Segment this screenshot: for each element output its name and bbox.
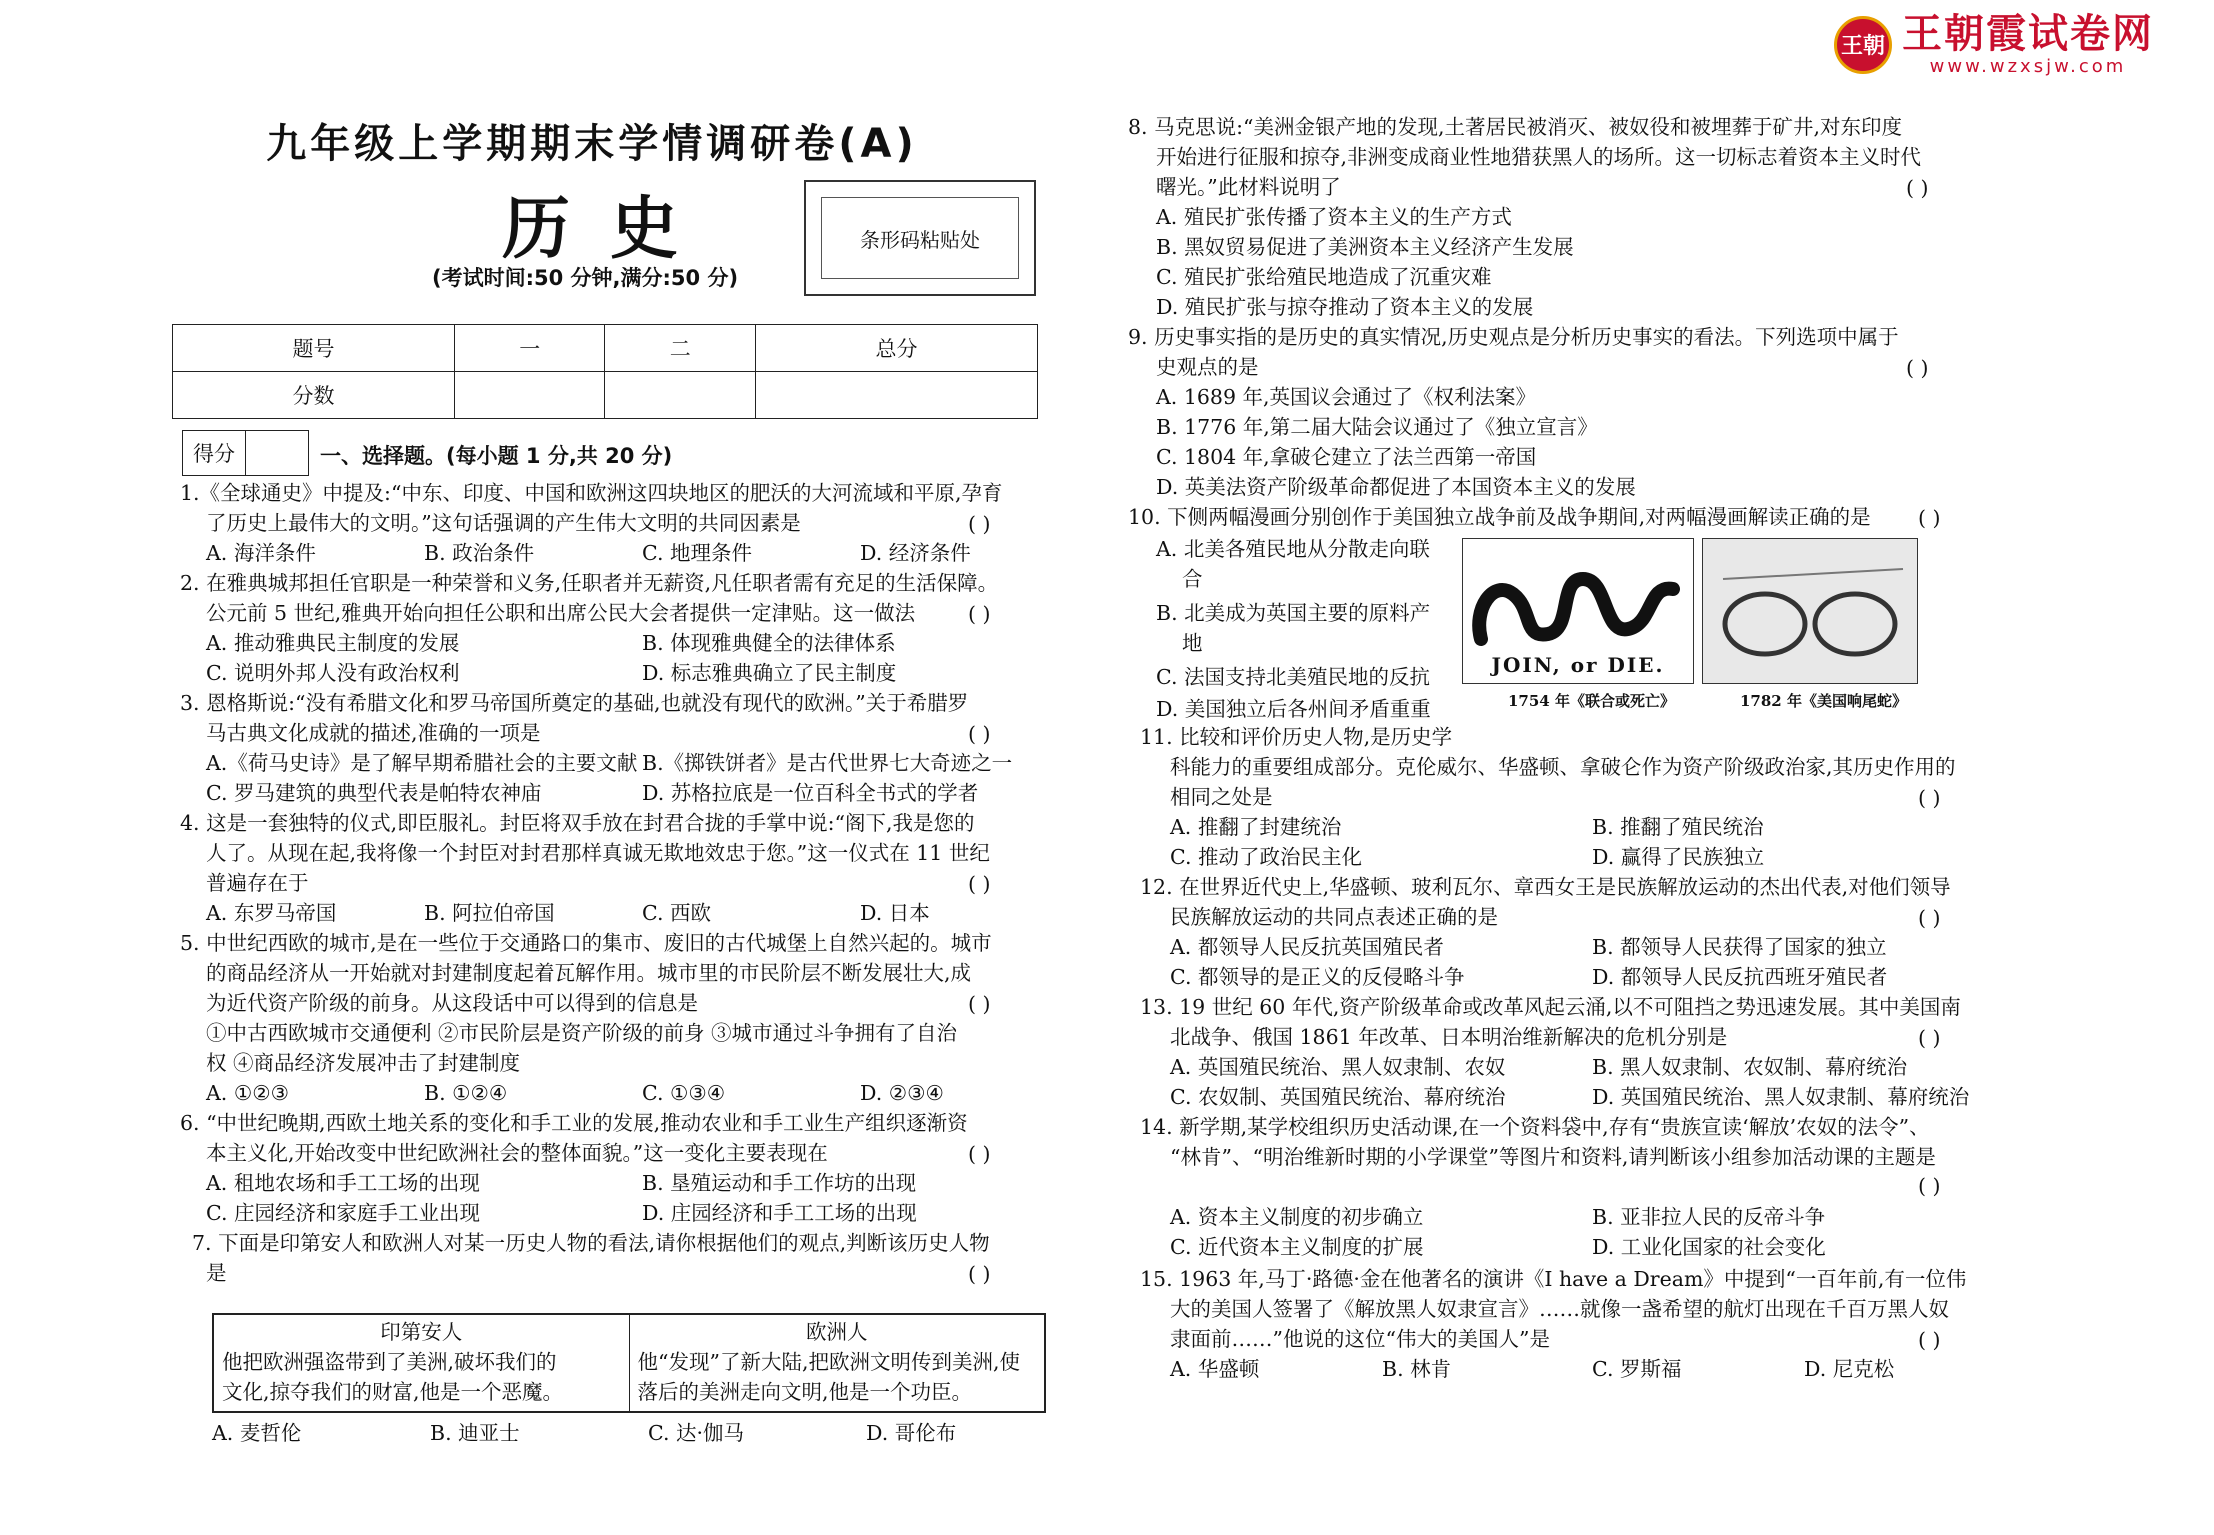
option[interactable]: C. 地理条件 bbox=[642, 541, 752, 565]
section-score-box bbox=[182, 430, 309, 476]
question-text: 公元前 5 世纪,雅典开始向担任公职和出席公民大会者提供一定津贴。这一做法 bbox=[206, 601, 916, 625]
question-text: 2. 在雅典城邦担任官职是一种荣誉和义务,任职者并无薪资,凡任职者需有充足的生活保障。 bbox=[180, 571, 999, 595]
question-text: 为近代资产阶级的前身。从这段话中可以得到的信息是 bbox=[206, 991, 698, 1015]
answer-paren[interactable]: ( ) bbox=[1918, 506, 1941, 530]
cell-header: 欧洲人 bbox=[806, 1320, 868, 1344]
logo-url: www.wzxsjw.com bbox=[1929, 56, 2127, 77]
cell-text: 他“发现”了新大陆,把欧洲文明传到美洲,使 bbox=[637, 1350, 1020, 1374]
option[interactable]: C. 达·伽马 bbox=[648, 1421, 745, 1445]
rattlesnake-icon bbox=[1703, 539, 1917, 683]
question-text: 人了。从现在起,我将像一个封臣对封君那样真诚无欺地效忠于您。”这一仪式在 11 世纪 bbox=[206, 841, 990, 865]
option[interactable]: A. 华盛顿 bbox=[1170, 1357, 1260, 1381]
table-cell: 二 bbox=[605, 325, 755, 372]
answer-paren[interactable]: ( ) bbox=[968, 722, 991, 746]
option[interactable]: C. 农奴制、英国殖民统治、幕府统治 bbox=[1170, 1085, 1506, 1109]
option[interactable]: B. 北美成为英国主要的原料产 bbox=[1156, 601, 1431, 625]
question-text: 3. 恩格斯说:“没有希腊文化和罗马帝国所奠定的基础,也就没有现代的欧洲。”关于希腊罗 bbox=[180, 691, 969, 715]
question-text: 5. 中世纪西欧的城市,是在一些位于交通路口的集市、废旧的古代城堡上自然兴起的。城市 bbox=[180, 931, 992, 955]
question-text: 普遍存在于 bbox=[206, 871, 309, 895]
option[interactable]: A. 麦哲伦 bbox=[212, 1421, 302, 1445]
option[interactable]: C. 推动了政治民主化 bbox=[1170, 845, 1362, 869]
barcode-area bbox=[804, 180, 1036, 296]
option[interactable]: B. 体现雅典健全的法律体系 bbox=[642, 631, 896, 655]
question-text: 史观点的是 bbox=[1156, 355, 1259, 379]
answer-paren[interactable]: ( ) bbox=[1918, 906, 1941, 930]
cell-header: 印第安人 bbox=[380, 1320, 463, 1344]
cartoon-american-rattlesnake bbox=[1702, 538, 1918, 684]
question-text: 15. 1963 年,马丁·路德·金在他著名的演讲《I have a Dream》中提到“一百年前,有一位伟 bbox=[1140, 1267, 1967, 1291]
table-cell[interactable] bbox=[605, 372, 755, 419]
cell-text: 落后的美洲走向文明,他是一个功臣。 bbox=[637, 1380, 973, 1404]
option[interactable]: B. 黑人奴隶制、农奴制、幕府统治 bbox=[1592, 1055, 1908, 1079]
answer-paren[interactable]: ( ) bbox=[968, 512, 991, 536]
answer-paren[interactable]: ( ) bbox=[1918, 1026, 1941, 1050]
exam-subject: 历史 bbox=[502, 189, 719, 269]
option[interactable]: D. 英国殖民统治、黑人奴隶制、幕府统治 bbox=[1592, 1085, 1970, 1109]
option[interactable]: B. 1776 年,第二届大陆会议通过了《独立宣言》 bbox=[1156, 415, 1598, 439]
exam-info: (考试时间:50 分钟,满分:50 分) bbox=[432, 266, 739, 290]
option[interactable]: A. 都领导人民反抗英国殖民者 bbox=[1170, 935, 1444, 959]
option[interactable]: C. 罗马建筑的典型代表是帕特农神庙 bbox=[206, 781, 542, 805]
option-continued: 合 bbox=[1182, 567, 1203, 591]
cell-text: 文化,掠夺我们的财富,他是一个恶魔。 bbox=[222, 1380, 564, 1404]
question-text: 开始进行征服和掠夺,非洲变成商业性地猎获黑人的场所。这一切标志着资本主义时代 bbox=[1156, 145, 1922, 169]
option[interactable]: C. 殖民扩张给殖民地造成了沉重灾难 bbox=[1156, 265, 1492, 289]
option[interactable]: C. 罗斯福 bbox=[1592, 1357, 1682, 1381]
option[interactable]: D. 标志雅典确立了民主制度 bbox=[642, 661, 897, 685]
question-text: 了历史上最伟大的文明。”这句话强调的产生伟大文明的共同因素是 bbox=[206, 511, 801, 535]
question-text: ①中古西欧城市交通便利 ②市民阶层是资产阶级的前身 ③城市通过斗争拥有了自治 bbox=[206, 1021, 958, 1045]
option[interactable]: D. 美国独立后各州间矛盾重重 bbox=[1156, 697, 1431, 721]
question-text: 隶面前……”他说的这位“伟大的美国人”是 bbox=[1170, 1327, 1550, 1351]
option[interactable]: A. 英国殖民统治、黑人奴隶制、农奴 bbox=[1170, 1055, 1506, 1079]
table-cell bbox=[214, 1315, 629, 1411]
option[interactable]: C. 法国支持北美殖民地的反抗 bbox=[1156, 665, 1430, 689]
answer-paren[interactable]: ( ) bbox=[968, 992, 991, 1016]
option[interactable]: D. 赢得了民族独立 bbox=[1592, 845, 1765, 869]
cartoon-caption-text: JOIN, or DIE. bbox=[1491, 653, 1665, 677]
logo-badge-icon: 王朝 bbox=[1834, 16, 1892, 74]
answer-paren[interactable]: ( ) bbox=[1918, 786, 1941, 810]
score-blank[interactable] bbox=[246, 431, 308, 475]
answer-paren[interactable]: ( ) bbox=[968, 872, 991, 896]
option[interactable]: B. 迪亚士 bbox=[430, 1421, 520, 1445]
question-text: “林肯”、“明治维新时期的小学课堂”等图片和资料,请判断该小组参加活动课的主题是 bbox=[1170, 1145, 1936, 1169]
question-text: 8. 马克思说:“美洲金银产地的发现,土著居民被消灭、被奴役和被埋葬于矿井,对东印度 bbox=[1128, 115, 1902, 139]
option[interactable]: A. 推翻了封建统治 bbox=[1170, 815, 1342, 839]
table-cell: 总分 bbox=[755, 325, 1037, 372]
section-heading: 一、选择题。(每小题 1 分,共 20 分) bbox=[320, 444, 673, 468]
option[interactable]: A.《荷马史诗》是了解早期希腊社会的主要文献 bbox=[206, 751, 638, 775]
option[interactable]: A. 海洋条件 bbox=[206, 541, 316, 565]
option[interactable]: B. 阿拉伯帝国 bbox=[424, 901, 555, 925]
cartoon-caption: 1782 年《美国响尾蛇》 bbox=[1740, 692, 1907, 710]
question-text: 马古典文化成就的描述,准确的一项是 bbox=[206, 721, 541, 745]
option[interactable]: D. 英美法资产阶级革命都促进了本国资本主义的发展 bbox=[1156, 475, 1636, 499]
table-cell: 一 bbox=[455, 325, 605, 372]
option[interactable]: A. 北美各殖民地从分散走向联 bbox=[1156, 537, 1430, 561]
option-continued: 地 bbox=[1182, 631, 1203, 655]
option[interactable]: A. ①②③ bbox=[206, 1081, 289, 1105]
table-cell bbox=[629, 1315, 1045, 1411]
question-text: 的商品经济从一开始就对封建制度起着瓦解作用。城市里的市民阶层不断发展壮大,成 bbox=[206, 961, 972, 985]
cartoon-caption: 1754 年《联合或死亡》 bbox=[1508, 692, 1675, 710]
table-cell: 分数 bbox=[173, 372, 455, 419]
option[interactable]: C. 1804 年,拿破仑建立了法兰西第一帝国 bbox=[1156, 445, 1537, 469]
site-logo[interactable] bbox=[1834, 12, 2154, 77]
question-text: 北战争、俄国 1861 年改革、日本明治维新解决的危机分别是 bbox=[1170, 1025, 1728, 1049]
option[interactable]: A. 推动雅典民主制度的发展 bbox=[206, 631, 460, 655]
option[interactable]: C. 近代资本主义制度的扩展 bbox=[1170, 1235, 1424, 1259]
option[interactable]: A. 殖民扩张传播了资本主义的生产方式 bbox=[1156, 205, 1512, 229]
option[interactable]: D. 苏格拉底是一位百科全书式的学者 bbox=[642, 781, 979, 805]
option[interactable]: B. 林肯 bbox=[1382, 1357, 1452, 1381]
logo-name: 王朝霞试卷网 bbox=[1902, 11, 2154, 57]
exam-title: 九年级上学期期末学情调研卷(A) bbox=[266, 121, 918, 167]
answer-paren[interactable]: ( ) bbox=[968, 1262, 991, 1286]
option[interactable]: C. 说明外邦人没有政治权利 bbox=[206, 661, 460, 685]
table-row bbox=[173, 325, 1038, 372]
question-text: 12. 在世界近代史上,华盛顿、玻利瓦尔、章西女王是民族解放运动的杰出代表,对他们领导 bbox=[1140, 875, 1951, 899]
question-text: 10. 下侧两幅漫画分别创作于美国独立战争前及战争期间,对两幅漫画解读正确的是 bbox=[1128, 505, 1871, 529]
option[interactable]: B. 垦殖运动和手工作坊的出现 bbox=[642, 1171, 917, 1195]
option[interactable]: B. ①②④ bbox=[424, 1081, 508, 1105]
option[interactable]: D. 日本 bbox=[860, 901, 930, 925]
option[interactable]: C. ①③④ bbox=[642, 1081, 726, 1105]
option[interactable]: D. 殖民扩张与掠夺推动了资本主义的发展 bbox=[1156, 295, 1534, 319]
option[interactable]: B. 都领导人民获得了国家的独立 bbox=[1592, 935, 1887, 959]
cell-text: 他把欧洲强盗带到了美洲,破坏我们的 bbox=[222, 1350, 557, 1374]
option[interactable]: B. 推翻了殖民统治 bbox=[1592, 815, 1764, 839]
option[interactable]: C. 西欧 bbox=[642, 901, 711, 925]
question-text: 13. 19 世纪 60 年代,资产阶级革命或改革风起云涌,以不可阻挡之势迅速发展。其中美国南 bbox=[1140, 995, 1961, 1019]
option[interactable]: B. 政治条件 bbox=[424, 541, 535, 565]
question-text: 4. 这是一套独特的仪式,即臣服礼。封臣将双手放在封君合拢的手掌中说:“阁下,我是您的 bbox=[180, 811, 975, 835]
question-text: 科能力的重要组成部分。克伦威尔、华盛顿、拿破仑作为资产阶级政治家,其历史作用的 bbox=[1170, 755, 1956, 779]
option[interactable]: B.《掷铁饼者》是古代世界七大奇迹之一 bbox=[642, 751, 1013, 775]
answer-paren[interactable]: ( ) bbox=[1918, 1328, 1941, 1352]
option[interactable]: A. 1689 年,英国议会通过了《权利法案》 bbox=[1156, 385, 1537, 409]
question-text: 6. “中世纪晚期,西欧土地关系的变化和手工业的发展,推动农业和手工业生产组织逐渐资 bbox=[180, 1111, 968, 1135]
answer-paren[interactable]: ( ) bbox=[968, 1142, 991, 1166]
question-text: 1.《全球通史》中提及:“中东、印度、中国和欧洲这四块地区的肥沃的大河流域和平原,孕育 bbox=[180, 481, 1003, 505]
answer-paren[interactable]: ( ) bbox=[968, 602, 991, 626]
table-row bbox=[173, 372, 1038, 419]
table-cell[interactable] bbox=[455, 372, 605, 419]
answer-paren[interactable]: ( ) bbox=[1906, 356, 1929, 380]
question-text: 权 ④商品经济发展冲击了封建制度 bbox=[206, 1051, 521, 1075]
question-text: 曙光。”此材料说明了 bbox=[1156, 175, 1341, 199]
option[interactable]: A. 东罗马帝国 bbox=[206, 901, 337, 925]
question-text: 民族解放运动的共同点表述正确的是 bbox=[1170, 905, 1498, 929]
question-text: 7. 下面是印第安人和欧洲人对某一历史人物的看法,请你根据他们的观点,判断该历史人物 bbox=[192, 1231, 990, 1255]
cartoon-join-or-die bbox=[1462, 538, 1694, 684]
table-cell: 题号 bbox=[173, 325, 455, 372]
option[interactable]: D. 都领导人民反抗西班牙殖民者 bbox=[1592, 965, 1888, 989]
score-label: 得分 bbox=[183, 431, 246, 475]
score-table bbox=[172, 324, 1038, 419]
option[interactable]: D. 哥伦布 bbox=[866, 1421, 957, 1445]
option[interactable]: D. 庄园经济和手工工场的出现 bbox=[642, 1201, 917, 1225]
option[interactable]: B. 亚非拉人民的反帝斗争 bbox=[1592, 1205, 1826, 1229]
option[interactable]: D. 尼克松 bbox=[1804, 1357, 1895, 1381]
option[interactable]: A. 租地农场和手工工场的出现 bbox=[206, 1171, 480, 1195]
question-text: 本主义化,开始改变中世纪欧洲社会的整体面貌。”这一变化主要表现在 bbox=[206, 1141, 828, 1165]
question-text: 是 bbox=[206, 1261, 227, 1285]
option[interactable]: C. 都领导的是正义的反侵略斗争 bbox=[1170, 965, 1465, 989]
option[interactable]: A. 资本主义制度的初步确立 bbox=[1170, 1205, 1424, 1229]
question-text: 14. 新学期,某学校组织历史活动课,在一个资料袋中,存有“贵族宣读‘解放’农奴的法令”、 bbox=[1140, 1115, 1930, 1139]
comparison-table bbox=[212, 1313, 1046, 1413]
answer-paren[interactable]: ( ) bbox=[1906, 176, 1929, 200]
option[interactable]: D. 工业化国家的社会变化 bbox=[1592, 1235, 1826, 1259]
option[interactable]: C. 庄园经济和家庭手工业出现 bbox=[206, 1201, 480, 1225]
question-text: 11. 比较和评价历史人物,是历史学 bbox=[1140, 725, 1453, 749]
answer-paren[interactable]: ( ) bbox=[1918, 1174, 1941, 1198]
option[interactable]: D. 经济条件 bbox=[860, 541, 971, 565]
option[interactable]: D. ②③④ bbox=[860, 1081, 944, 1105]
barcode-label: 条形码粘贴处 bbox=[821, 197, 1019, 279]
question-text: 相同之处是 bbox=[1170, 785, 1273, 809]
question-text: 9. 历史事实指的是历史的真实情况,历史观点是分析历史事实的看法。下列选项中属于 bbox=[1128, 325, 1899, 349]
question-text: 大的美国人签署了《解放黑人奴隶宣言》……就像一盏希望的航灯出现在千百万黑人奴 bbox=[1170, 1297, 1949, 1321]
option[interactable]: B. 黑奴贸易促进了美洲资本主义经济产生发展 bbox=[1156, 235, 1574, 259]
table-cell[interactable] bbox=[755, 372, 1037, 419]
